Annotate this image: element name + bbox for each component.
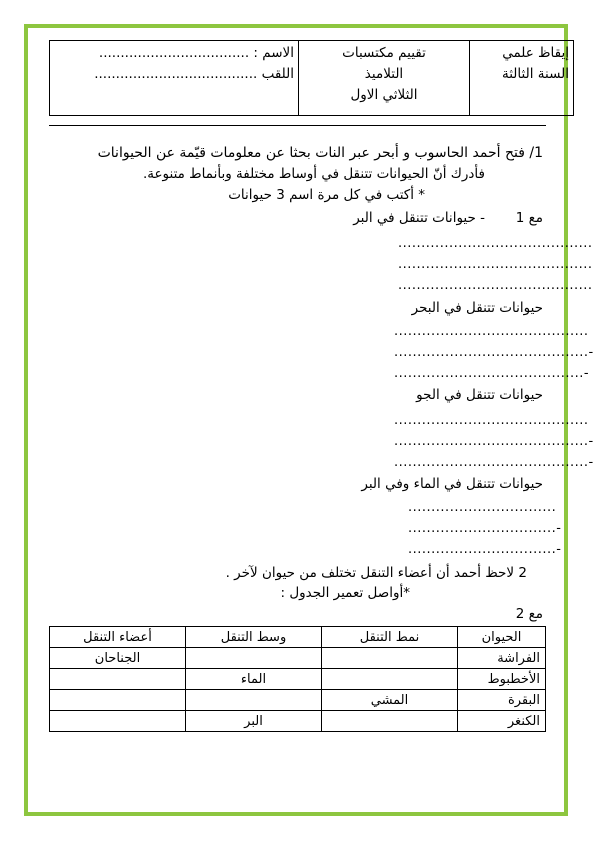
level-label: السنة الثالثة [502, 66, 569, 82]
exercise1-intro-line2: فأدرك أنّ الحيوانات تتنقل في أوساط مختلفة وبأنماط متنوعة. [142, 166, 485, 182]
cell-animal: الفراشة [458, 648, 546, 669]
exercise1-intro-line1: 1/ فتح أحمد الحاسوب و أبحر عبر النات بحثا عن معلومات قيّمة عن الحيوانات [97, 145, 543, 161]
cell-movement-medium[interactable] [186, 690, 322, 711]
cell-movement-medium: البر [186, 711, 322, 732]
cell-movement-organs[interactable] [50, 711, 186, 732]
title-line-1: تقييم مكتسبات [342, 45, 426, 61]
table-row [50, 648, 546, 669]
subject-label: إيقاظ علمي [502, 45, 569, 61]
group-title-water-land: حيوانات تتنقل في الماء وفي البر [361, 476, 543, 492]
header-movement-type: نمط التنقل [322, 627, 458, 648]
cell-movement-organs[interactable] [50, 690, 186, 711]
exercise2-instruction: *أواصل تعمير الجدول : [280, 585, 410, 601]
subject-cell [470, 41, 574, 116]
surname-field[interactable]: اللقب ...................................... [94, 66, 294, 82]
header-movement-medium: وسط التنقل [186, 627, 322, 648]
header-table [49, 40, 574, 116]
group-title-sea: حيوانات تتنقل في البحر [411, 300, 543, 316]
name-field[interactable]: الاسم : ................................... [98, 45, 294, 61]
exercise1-criterion: مع 1 [515, 210, 543, 226]
header-divider [49, 125, 546, 126]
exercise1-instruction: * أكتب في كل مرة اسم 3 حيوانات [228, 187, 425, 203]
answer-line[interactable]: .......................................... [394, 413, 589, 428]
cell-animal: الأخطبوط [458, 669, 546, 690]
group-title-land: - حيوانات تتنقل في البر [353, 210, 485, 226]
table-row [50, 711, 546, 732]
cell-movement-medium: الماء [186, 669, 322, 690]
exercise2-criterion: مع 2 [515, 606, 543, 622]
header-animal: الحيوان [458, 627, 546, 648]
title-line-3: الثلاثي الاول [350, 87, 418, 103]
cell-movement-organs[interactable] [50, 669, 186, 690]
title-cell [299, 41, 470, 116]
cell-movement-medium[interactable] [186, 648, 322, 669]
table-row [50, 669, 546, 690]
student-cell [50, 41, 299, 116]
cell-movement-type[interactable] [322, 648, 458, 669]
answer-line[interactable]: ..........................................- [394, 434, 594, 449]
table-header-row [50, 627, 546, 648]
answer-line[interactable]: .......................................... [398, 236, 593, 251]
title-line-2: التلاميذ [364, 66, 404, 82]
cell-movement-type[interactable] [322, 711, 458, 732]
answer-line[interactable]: ................................- [408, 542, 562, 557]
answer-line[interactable]: .......................................... [398, 278, 593, 293]
answer-line[interactable]: .......................................... [394, 324, 589, 339]
animals-table [49, 626, 546, 732]
cell-animal: البقرة [458, 690, 546, 711]
header-movement-organs: أعضاء التنقل [50, 627, 186, 648]
cell-movement-type[interactable] [322, 669, 458, 690]
answer-line[interactable]: ..........................................- [394, 455, 594, 470]
answer-line[interactable]: .......................................... [398, 257, 593, 272]
cell-movement-type: المشي [322, 690, 458, 711]
answer-line[interactable]: ................................- [408, 521, 562, 536]
cell-animal: الكنغر [458, 711, 546, 732]
exercise2-intro: 2 لاحظ أحمد أن أعضاء التنقل تختلف من حيوان لآخر . [225, 565, 527, 581]
answer-line[interactable]: .........................................- [394, 366, 590, 381]
answer-line[interactable]: ................................ [408, 500, 557, 515]
group-title-air: حيوانات تتنقل في الجو [416, 387, 543, 403]
table-row [50, 690, 546, 711]
cell-movement-organs: الجناحان [50, 648, 186, 669]
answer-line[interactable]: ..........................................- [394, 345, 594, 360]
